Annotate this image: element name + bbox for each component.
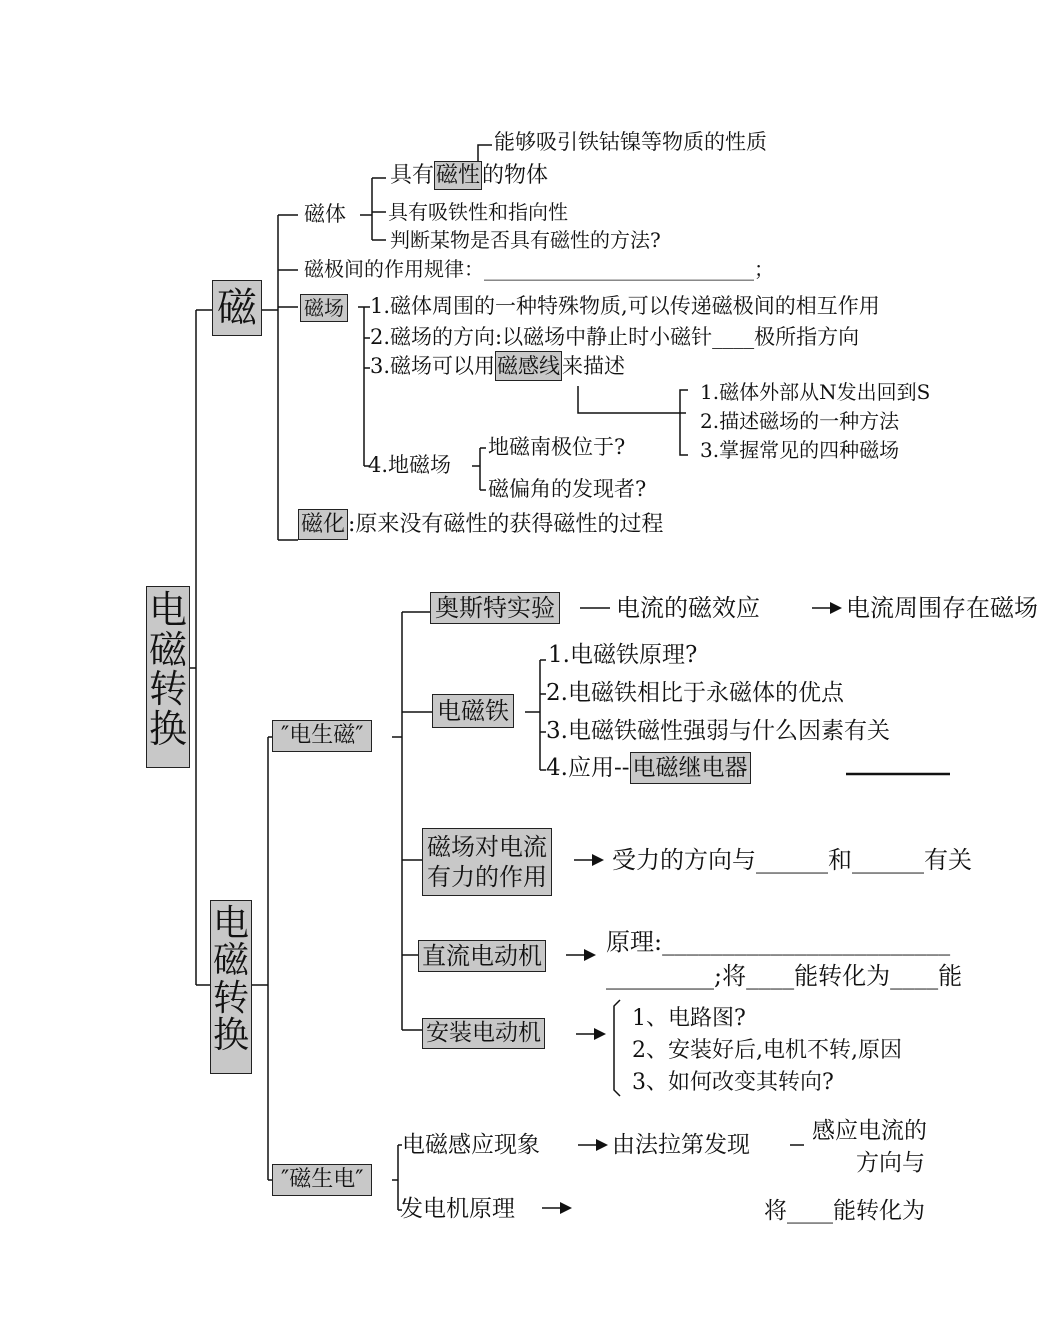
generator-energy: 将____能转化为 [764, 1198, 925, 1224]
definition-suffix: 的物体 [482, 163, 549, 188]
oersted-box: 奥斯特实验 [430, 592, 560, 624]
em-title-char: 换 [212, 1015, 249, 1057]
oersted-result: 电流周围存在磁场 [846, 594, 1038, 622]
attract-property: 能够吸引铁钴镍等物质的性质 [494, 130, 767, 154]
geo-discoverer: 磁偏角的发现者? [488, 477, 647, 501]
root-title-char: 磁 [148, 627, 187, 672]
field-lines-2: 2.描述磁场的一种方法 [700, 409, 900, 433]
magnet-property: 具有吸铁性和指向性 [388, 200, 568, 224]
field-label-box: 磁场 [300, 294, 348, 322]
judge-method: 判断某物是否具有磁性的方法? [390, 228, 661, 252]
install-motor-box: 安装电动机 [422, 1018, 545, 1049]
em-title-char: 磁 [212, 940, 249, 982]
dc-motor-box: 直流电动机 [418, 940, 546, 972]
mag-to-elec-box: ″磁生电″ [272, 1164, 372, 1196]
field-lines-1: 1.磁体外部从N发出回到S [700, 380, 931, 404]
geo-south-pole: 地磁南极位于? [488, 435, 626, 459]
induced-current-1: 感应电流的 [812, 1118, 927, 1144]
magnetize-row [298, 514, 663, 536]
field-item-2: 2.磁场的方向:以磁场中静止时小磁针____极所指方向 [370, 325, 860, 349]
install-item-1: 1、电路图? [632, 1006, 746, 1031]
field-item-3 [370, 356, 625, 377]
force-line-2: 有力的作用 [427, 863, 547, 891]
elec-to-mag-box: ″电生磁″ [272, 720, 372, 752]
generator-principle: 发电机原理 [400, 1196, 515, 1222]
em-apply-prefix: 4.应用-- [546, 755, 630, 781]
root-title-char: 换 [148, 706, 187, 751]
field-item-1: 1.磁体周围的一种特殊物质,可以传递磁极间的相互作用 [370, 294, 880, 318]
em-title-char: 电 [212, 903, 249, 944]
faraday-discovery: 由法拉第发现 [612, 1132, 750, 1158]
motor-principle: 原理:________________________ [606, 928, 951, 956]
magnetize-text: :原来没有磁性的获得磁性的过程 [348, 512, 664, 537]
em-item-2: 2.电磁铁相比于永磁体的优点 [546, 680, 844, 706]
em-item-4 [546, 757, 751, 780]
force-direction: 受力的方向与______和______有关 [612, 846, 972, 874]
induction-phenomenon: 电磁感应现象 [402, 1132, 540, 1158]
pole-rule: 磁极间的作用规律：___________________________； [304, 257, 774, 281]
install-item-3: 3、如何改变其转向? [632, 1070, 834, 1095]
em-item-3: 3.电磁铁磁性强弱与什么因素有关 [546, 718, 890, 744]
root-title-char: 电 [148, 588, 187, 632]
em-title-char: 转 [212, 977, 249, 1019]
magnetize-box: 磁化 [298, 509, 348, 540]
em-item-1: 1.电磁铁原理? [548, 642, 698, 668]
magnet-section-title: 磁 [212, 280, 262, 336]
field-lines-3: 3.掌握常见的四种磁场 [700, 438, 900, 462]
item3-prefix: 3.磁场可以用 [370, 354, 496, 378]
magnet-body-label: 磁体 [304, 202, 346, 226]
force-box [422, 828, 552, 896]
force-line-1: 磁场对电流 [427, 833, 547, 861]
motor-energy: _________;将____能转化为____能 [606, 962, 963, 990]
relay-box: 电磁继电器 [630, 752, 751, 784]
magnet-body-definition [390, 165, 548, 187]
root-title-char: 转 [148, 667, 187, 712]
item3-suffix: 来描述 [562, 354, 626, 378]
install-item-2: 2、安装好后,电机不转,原因 [632, 1038, 902, 1063]
electromagnet-box: 电磁铁 [432, 694, 514, 728]
field-item-4: 4.地磁场 [368, 453, 452, 477]
oersted-effect: 电流的磁效应 [616, 594, 760, 622]
magnetism-box: 磁性 [436, 163, 481, 188]
definition-prefix: 具有 [390, 163, 435, 188]
em-section-title [210, 900, 252, 1074]
root-title-box [146, 586, 190, 768]
field-lines-box: 磁感线 [495, 351, 562, 381]
induced-current-2: 方向与 [856, 1150, 925, 1176]
